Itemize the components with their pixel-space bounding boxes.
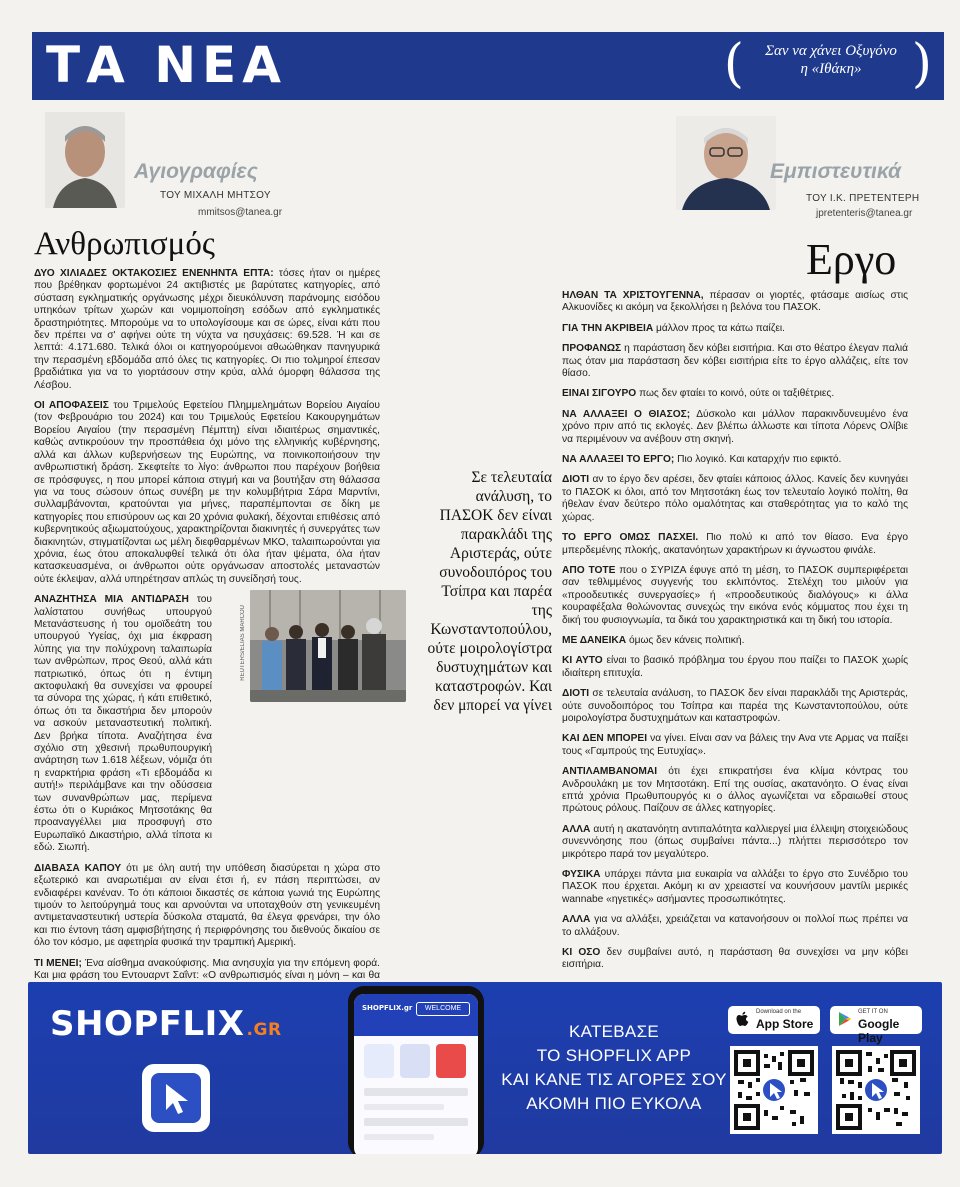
paragraph-lead: ΠΡΟΦΑΝΩΣ <box>562 343 622 355</box>
shopflix-brand-suffix: .GR <box>246 1020 282 1040</box>
paragraph-text: αν το έργο δεν αρέσει, δεν φταίει κάποιος άλλος. Κανείς δεν κυνηγάει το ΠΑΣΟΚ κι όλοι, από τον Μητσοτάκη έως τον τελευταίο λογικό πολίτη, θα ήθελαν έναν δεύτερο πόλο ομαλότητας και σταθερότητας για το καλό της χώρας. <box>562 474 908 523</box>
paragraph-lead: ΔΙΟΤΙ <box>562 688 590 700</box>
newspaper-logo: ΤΑ ΝΕΑ <box>46 36 287 94</box>
tagline-line-1: Σαν να χάνει Οξυγόνο <box>765 43 897 59</box>
paragraph-text: μάλλον προς τα κάτω παίζει. <box>653 322 785 334</box>
paragraph <box>562 290 908 315</box>
paragraph-text: που ο ΣΥΡΙΖΑ έφυγε από τη μέση, το ΠΑΣΟΚ συμπεριφέρεται σαν τεθλιμμένος συγγενής του εκλιπόντος. Στελέχη του μιλούν για «προοδευτικές συνεργασίες» ή «προοδευτικούς διαλόγους» κι άλλα κουραφέξαλα θολώνοντας συνεχώς την εικόνα ενός κόμματος που έχει τη δική του φυσιογνωμία, τα δικά του χαρακτηριστικά και τη δική του ιστορία. <box>562 564 908 626</box>
phone-brand: SHOPFLIX.gr <box>362 1004 413 1012</box>
paragraph-lead: ΚΙ ΟΣΟ <box>562 947 601 959</box>
paragraph-text: πως δεν φταίει το κοινό, ούτε οι ταξιθέτριες. <box>636 388 835 400</box>
ad-headline-line: ΤΟ SHOPFLIX APP <box>536 1046 692 1065</box>
paragraph-lead: ΚΑΙ ΔΕΝ ΜΠΟΡΕΙ <box>562 733 648 745</box>
app-store-small-label: Download on the <box>756 1009 802 1015</box>
left-paren-decoration: ( <box>723 34 744 94</box>
google-play-small-label: GET IT ON <box>858 1009 888 1015</box>
shopflix-ad-banner[interactable] <box>28 982 942 1154</box>
google-play-label: Google Play <box>858 1017 900 1045</box>
paragraph-text: Ένα αίσθημα ανακούφισης. Μια ανησυχία για την επόμενη φορά. Και μια φράση του Εντουαρντ Σαΐντ: «Ο ανθρωπισμός είναι η μόνη – και θα <box>34 957 380 981</box>
paragraph-text: Πιο πολύ κι από τον θίασο. Ενα έργο μπερδεμένης πλοκής, ακατανόητων χαρακτήρων κι άγνωστου φινάλε. <box>562 532 908 556</box>
shopflix-brand: SHOPFLIX <box>50 1004 245 1044</box>
phone-row <box>364 1134 434 1140</box>
app-store-button[interactable] <box>728 1006 820 1034</box>
column-section-title-right: Εμπιστευτικά <box>770 160 901 183</box>
paragraph-lead: ΝΑ ΑΛΛΑΞΕΙ ΤΟ ΕΡΓΟ; <box>562 454 675 466</box>
app-cursor-icon <box>142 1064 210 1132</box>
paragraph <box>34 863 380 950</box>
paragraph-lead: ΑΛΛΑ <box>562 914 591 926</box>
paragraph <box>562 343 908 380</box>
columnist-photo-left <box>45 112 125 208</box>
article-body-right <box>562 290 908 980</box>
paragraph <box>562 655 908 680</box>
column-email-right[interactable]: jpretenteris@tanea.gr <box>816 208 913 219</box>
paragraph-lead: ΗΛΘΑΝ ΤΑ ΧΡΙΣΤΟΥΓΕΝΝΑ, <box>562 290 704 301</box>
paragraph-lead: ΟΙ ΑΠΟΦΑΣΕΙΣ <box>34 400 109 412</box>
paragraph-text: ότι έχει επικρατήσει ένα κλίμα κόντρας του Ανδρουλάκη με τον Μητσοτάκη. Επί της ουσίας, ακατανόητο. Ο ένας είναι επτά χρόνια Πρωθυπουργός κι ο άλλος αγωνίζεται να εδραιωθεί στους πρώτους ρόλους. Παίζουν σε άλλες κατηγορίες. <box>562 766 908 815</box>
ad-headline-line: ΚΑΤΕΒΑΣΕ <box>568 1022 660 1041</box>
ad-headline-line: ΚΑΙ ΚΑΝΕ ΤΙΣ ΑΓΟΡΕΣ ΣΟΥ <box>501 1070 727 1089</box>
paragraph-text: ότι με όλη αυτή την υπόθεση διασύρεται η χώρα στο εξωτερικό και αναρωτιέμαι αν είναι έτσι ή, εν πάση περιπτώσει, αν ενδιαφέρει κανέναν. Το ότι κάποιοι δικαστές σε κάποια γωνιά της Ευρώπης τιμούν το λειτούργημά τους και αρνούνται να υποταχθούν στη γενικευμένη αντιμεταναστευτική υστερία δύσκολα σταματά, θα έλεγα φρενάρει, την όλο και πιο έντονη τάση αμφισβήτησης ή περιφρόνησης του διεθνούς δικαίου σε όλο τον κόσμο, με αφετηρία φυσικά την τραμπική Αμερική. <box>34 862 380 949</box>
paragraph-text: να γίνει. Είναι σαν να βάλεις την Ανα ντε Αρμας να παίξει τους «Γαμπρούς της Ευτυχίας». <box>562 733 908 757</box>
paragraph <box>562 474 908 524</box>
photo-credit: REUTERS/ELIAS MARCOU <box>240 605 246 681</box>
paragraph <box>562 409 908 446</box>
paragraph-text: τόσες ήταν οι ημέρες που βρέθηκαν φορτωμένοι 24 ακτιβιστές με βαρύτατες κατηγορίες, από σύσταση εγκληματικής οργάνωσης μέχρι διευκόλυνση παράνομης εισόδου υπηκόων τρίτων χωρών και νομιμοποίηση εσόδων από εγκληματικές δραστηριότητες. Μπορούμε να το υπολογίσουμε και σε ώρες, είναι κάτι που δεν πρέπει να σ' αφήνει ούτε τη νύχτα να ησυχάσεις: 69.528. Ή και σε λεπτά: 4.171.680. Τελικά όλοι οι κατηγορούμενοι αθωώθηκαν πανηγυρικά την περασμένη εβδομάδα από όλες τις κατηγορίες. Οι πιο τολμηροί έπεσαν βραδιάτικα για να το γιορτάσουν στην κρύα, αλλά όμορφη θάλασσα της Λέσβου. <box>34 268 380 391</box>
paragraph <box>562 532 908 557</box>
google-play-button[interactable] <box>830 1006 922 1045</box>
paragraph-text: είναι το βασικό πρόβλημα του έργου που παίζει το ΠΑΣΟΚ χωρίς ιδιαίτερη επιτυχία. <box>562 655 908 679</box>
paragraph-text: υπάρχει πάντα μια ευκαιρία να αλλάξει το έργο στο Συνέδριο του ΠΑΣΟΚ που έρχεται. Ακόμη κι αν χρειαστεί να κουνήσουν μαντίλι μερικές wannabe «ηγετικές» ασήμαντες προσωπικότητες. <box>562 869 908 905</box>
paragraph <box>562 688 908 725</box>
paragraph-text: του Τριμελούς Εφετείου Πλημμελημάτων Βορείου Αιγαίου (τον Φεβρουάριο του 2024) και του Τριμελούς Εφετείου Κακουργημάτων Βορείου Αιγαίου (την περασμένη Πέμπτη) είναι ιδιαιτέρως σημαντικές, καθώς αντικρούουν την προσπάθεια όχι μόνο της ελληνικής κυβέρνησης, αλλά και άλλων κυβερνήσεων της Ευρώπης, να ποινικοποιήσουν την ανθρωπιστική δράση. Σκεφτείτε το λίγο: άνθρωποι που παρέχουν βοήθεια σε πρόσφυγες, η που μπορεί κάποια στιγμή και να βουτήξαν στη θάλασσα για να τους σώσουν όπως συνέβη με την κολυμβήτρια Σάρα Μαρντίνι, συλλαμβάνονται, κρατούνται για μήνες, παραπέμπονται σε δίκη με κατηγορίες που επισύρουν ως και 20 χρόνια φυλακή, δέχονται επιθέσεις από κυβερνητικούς αξιωματούχους, χαρακτηρίζονται διακινητές ή συνεργάτες των διακινητών, στιγματίζονται ως μέλη διεφθαρμένων ΜΚΟ, ταλαιπωρούνται για χρόνια, έως ότου αποκαλυφθεί τελικά ότι όλα ήταν ψέματα, όλα ήταν κατασκευασμένα, οι άνθρωποι ούτε οργάνωσαν αποστολές μεταναστών ούτε έκλεψαν, αλλά υπηρέτησαν απλώς τη συνείδησή τους. <box>34 400 380 585</box>
paragraph-lead: ΤΙ ΜΕΝΕΙ; <box>34 957 82 969</box>
pull-quote: Σε τελευταία ανάλυση, το ΠΑΣΟΚ δεν είναι παρακλάδι της Αριστεράς, ούτε συνοδοιπόρος του Τσίπρα και παρέα της Κωνσταντοπούλου, ούτε μοιρολογίστρα δυστυχημάτων και καταστροφών. Και δεν μπορεί να γίνει <box>427 469 552 714</box>
columnist-photo-right <box>676 116 776 210</box>
paragraph <box>562 454 908 466</box>
phone-card <box>400 1044 430 1078</box>
paragraph-lead: ΑΛΛΑ <box>562 823 591 835</box>
paragraph <box>562 733 908 758</box>
qr-code-google-play[interactable] <box>832 1046 920 1134</box>
tagline-line-2: η «Ιθάκη» <box>800 61 862 77</box>
paragraph <box>562 947 908 972</box>
paragraph <box>562 635 908 647</box>
paragraph-lead: ΓΙΑ ΤΗΝ ΑΚΡΙΒΕΙΑ <box>562 322 654 334</box>
apple-icon <box>736 1011 750 1032</box>
column-author-right: ΤΟΥ Ι.Κ. ΠΡΕΤΕΝΤΕΡΗ <box>806 193 920 204</box>
paragraph <box>34 268 380 392</box>
paragraph <box>562 766 908 816</box>
google-play-icon <box>838 1011 852 1032</box>
phone-row <box>364 1088 468 1096</box>
paragraph-lead: ΝΑ ΑΛΛΑΞΕΙ Ο ΘΙΑΣΟΣ; <box>562 408 691 420</box>
paragraph-lead: ΤΟ ΕΡΓΟ ΟΜΩΣ ΠΑΣΧΕΙ. <box>562 532 699 544</box>
shopflix-logo <box>50 1004 282 1044</box>
paragraph-text: για να αλλάξει, χρειάζεται να κατανοήσουν οι πολλοί πως πρέπει να το αλλάξουν. <box>562 914 908 938</box>
paragraph-text: αυτή η ακατανόητη αντιπαλότητα καλλιεργεί μια έλλειψη στοιχειώδους συνεννόησης που (όπως συμβαίνει πάντα...) πλήττει περισσότερο τον μικρότερο παρά τον μεγαλύτερο. <box>562 823 908 860</box>
right-paren-decoration: ) <box>911 34 932 94</box>
column-author-left: ΤΟΥ ΜΙΧΑΛΗ ΜΗΤΣΟΥ <box>160 190 271 201</box>
paragraph <box>562 914 908 939</box>
paragraph <box>562 323 908 335</box>
paragraph-lead: ΦΥΣΙΚΑ <box>562 869 601 881</box>
phone-card <box>436 1044 466 1078</box>
phone-mockup <box>348 986 484 1154</box>
paragraph-text: του λαλίστατου συνήθως υπουργού Μετανάστευσης ή του ομοϊδεάτη του υπουργού Υγείας, όχι μια έκφραση λύπης για την πολύχρονη ταλαιπωρία των ανθρώπων, προς Θεού, αλλά κάτι πατριωτικό, όπως ότι η έντιμη ακτοφυλακή θα συνεχίσει να φρουρεί τα σύνορα της χώρας, ή κάτι επιθετικό, όπως ότι τα δικαστήρια δεν μπορούν να ασκούν μεταναστευτική πολιτική. Δεν βρήκα τίποτα. Αναζήτησα ένα σχόλιο στη χθεσινή πρωθυπουργική ανάρτηση των 1.618 λέξεων, νόμιζα ότι η εναρκτήρια φράση «Τι εβδομάδα κι αυτή!» περιλάμβανε και την οδύσσεια των συνανθρώπων μας, περίμενα έστω ότι ο Κυριάκος Μητσοτάκης θα προαναγγέλλει μια προσφυγή στο Ευρωπαϊκό Δικαστήριο, αλλά τίποτα κι εδώ. Σιωπή. <box>34 594 212 854</box>
app-store-label: App Store <box>756 1017 814 1031</box>
headline-right: Εργο <box>806 235 897 284</box>
masthead <box>32 32 944 100</box>
paragraph-text: δεν συμβαίνει αυτό, η παράσταση θα συνεχίσει να μην κόβει εισιτήρια. <box>562 947 908 971</box>
paragraph-text: Δύσκολο και μάλλον παρακινδυνευμένο ένα χρόνο πριν από τις εκλογές. Δεν βλέπω άλλωστε και τίποτα Λόρενς Ολίβιε να περιμένουν να ανέβουν στη σκηνή. <box>562 408 908 445</box>
column-section-title-left: Αγιογραφίες <box>134 160 258 183</box>
paragraph-text: όμως δεν κάνεις πολιτική. <box>626 634 745 646</box>
qr-code-icon <box>836 1050 916 1130</box>
paragraph-text: η παράσταση δεν κόβει εισιτήρια. Και στο θέατρο έλεγαν παλιά πως όταν μια παράσταση δεν κόβει εισιτήρια είτε το έργο αλλάζεις, είτε τον θίασο. <box>562 343 908 380</box>
paragraph-lead: ΑΝΑΖΗΤΗΣΑ ΜΙΑ ΑΝΤΙΔΡΑΣΗ <box>34 594 189 606</box>
paragraph-lead: ΕΙΝΑΙ ΣΙΓΟΥΡΟ <box>562 388 637 400</box>
paragraph-text: πέρασαν οι γιορτές, φτάσαμε αισίως στις Αλκυονίδες κι ακόμη να ξεκολλήσει η βελόνα του ΠΑΣΟΚ. <box>562 290 908 314</box>
paragraph <box>562 565 908 627</box>
headline-left: Ανθρωπισμός <box>34 226 215 262</box>
cursor-arrow-icon <box>162 1082 192 1116</box>
ad-headline <box>498 1020 730 1116</box>
paragraph <box>34 400 380 586</box>
paragraph <box>562 869 908 906</box>
news-photo-activists <box>250 590 406 702</box>
phone-row <box>364 1118 468 1126</box>
paragraph-lead: ΔΙΟΤΙ <box>562 474 590 486</box>
paragraph-lead: ΔΙΑΒΑΣΑ ΚΑΠΟΥ <box>34 862 122 874</box>
phone-row <box>364 1104 444 1110</box>
paragraph-lead: ΚΙ ΑΥΤΟ <box>562 655 603 667</box>
phone-card <box>364 1044 394 1078</box>
qr-code-app-store[interactable] <box>730 1046 818 1134</box>
paragraph-lead: ΔΥΟ ΧΙΛΙΑΔΕΣ ΟΚΤΑΚΟΣΙΕΣ ΕΝΕΝΗΝΤΑ ΕΠΤΑ: <box>34 268 274 279</box>
paragraph <box>562 388 908 400</box>
paragraph <box>562 824 908 861</box>
ad-headline-line: ΑΚΟΜΗ ΠΙΟ ΕΥΚΟΛΑ <box>526 1094 702 1113</box>
column-email-left[interactable]: mmitsos@tanea.gr <box>198 207 283 218</box>
paragraph-text: Πιο λογικό. Και καταρχήν πιο εφικτό. <box>674 454 842 466</box>
masthead-tagline <box>746 42 916 78</box>
qr-code-icon <box>734 1050 814 1130</box>
paragraph-lead: ΑΠΟ ΤΟΤΕ <box>562 564 616 576</box>
phone-screen <box>354 994 478 1154</box>
paragraph-text: σε τελευταία ανάλυση, το ΠΑΣΟΚ δεν είναι παρακλάδι της Αριστεράς, ούτε συνοδοιπόρος του Τσίπρα και παρέα της Κωνσταντοπούλου, ούτε μοιρολογίστρα δυστυχημάτων και καταστροφών. <box>562 688 908 724</box>
paragraph-lead: ΜΕ ΔΑΝΕΙΚΑ <box>562 634 627 646</box>
phone-welcome-badge: WELCOME <box>416 1002 470 1016</box>
paragraph-lead: ΑΝΤΙΛΑΜΒΑΝΟΜΑΙ <box>562 766 658 778</box>
